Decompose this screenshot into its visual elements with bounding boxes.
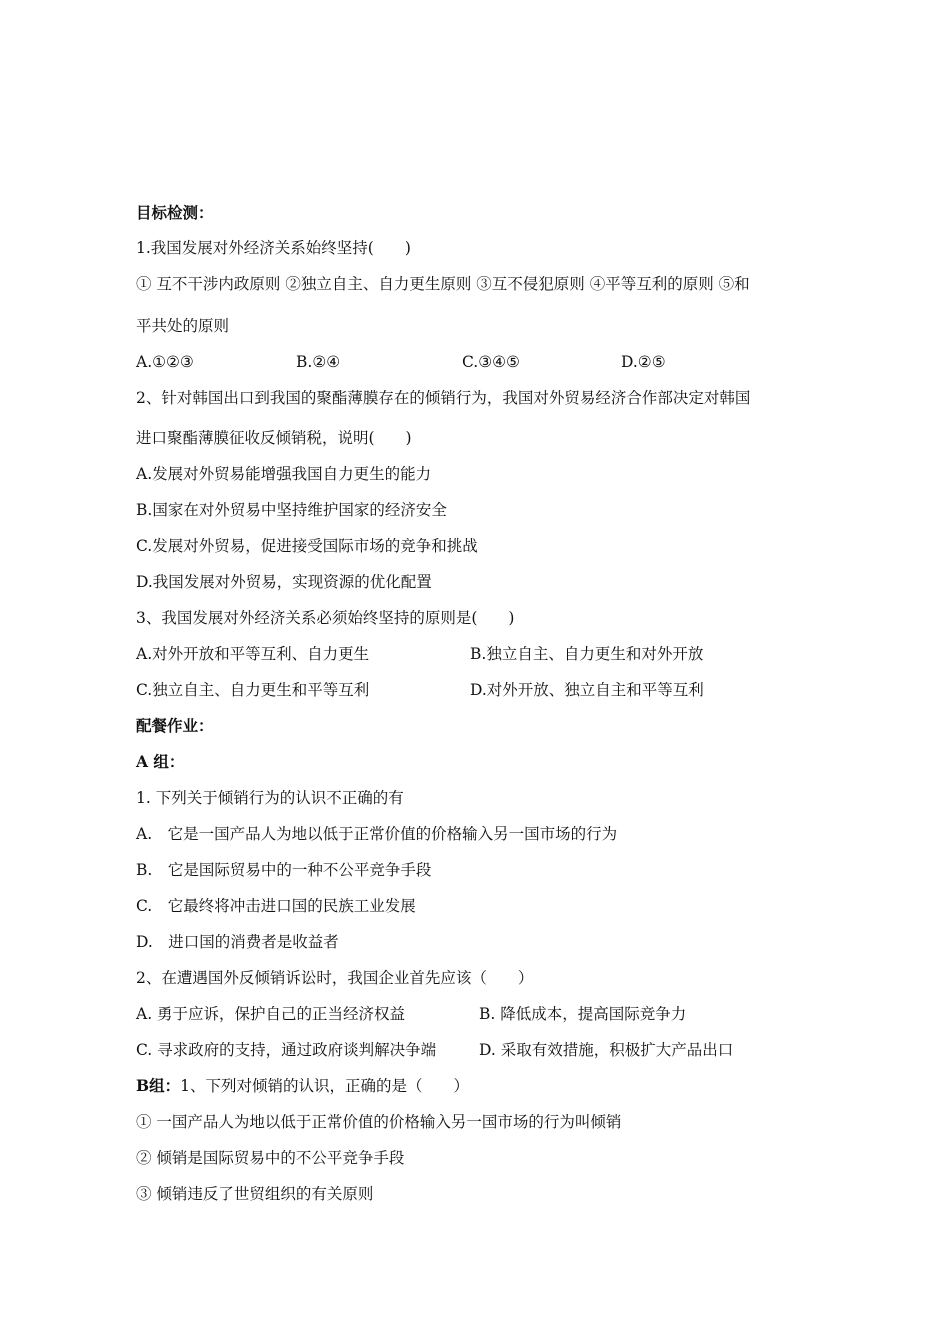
q2-stem-line2: 进口聚酯薄膜征收反倾销税，说明( ) xyxy=(136,429,412,447)
a2-option-d: D. 采取有效措施，积极扩大产品出口 xyxy=(479,1041,734,1059)
q3-option-a: A.对外开放和平等互利、自力更生 xyxy=(136,645,370,663)
b1-item-1: ① 一国产品人为地以低于正常价值的价格输入另一国市场的行为叫倾销 xyxy=(136,1113,622,1131)
a1-option-c: C. 它最终将冲击进口国的民族工业发展 xyxy=(136,897,416,915)
q1-option-c: C.③④⑤ xyxy=(462,353,520,371)
b1-item-2: ② 倾销是国际贸易中的不公平竞争手段 xyxy=(136,1149,405,1167)
q1-stem: 1.我国发展对外经济关系始终坚持( ) xyxy=(136,239,411,257)
a2-option-b: B. 降低成本，提高国际竞争力 xyxy=(479,1005,687,1023)
b1-stem: 1、下列对倾销的认识，正确的是（ ） xyxy=(180,1077,469,1095)
section-group-a: A 组： xyxy=(136,752,185,771)
q1-option-d: D.②⑤ xyxy=(621,353,666,371)
q1-items-line2: 平共处的原则 xyxy=(136,317,230,335)
q2-option-c: C.发展对外贸易，促进接受国际市场的竞争和挑战 xyxy=(136,537,478,555)
a1-stem: 1. 下列关于倾销行为的认识不正确的有 xyxy=(136,789,404,807)
b1-row xyxy=(136,1076,469,1096)
a2-option-c: C. 寻求政府的支持，通过政府谈判解决争端 xyxy=(136,1041,437,1059)
section-homework: 配餐作业： xyxy=(136,716,214,735)
q3-option-b: B.独立自主、自力更生和对外开放 xyxy=(470,645,704,663)
q2-option-d: D.我国发展对外贸易，实现资源的优化配置 xyxy=(136,573,432,591)
q2-option-a: A.发展对外贸易能增强我国自力更生的能力 xyxy=(136,465,432,483)
q2-option-b: B.国家在对外贸易中坚持维护国家的经济安全 xyxy=(136,501,447,519)
a1-option-b: B. 它是国际贸易中的一种不公平竞争手段 xyxy=(136,861,432,879)
q3-stem: 3、我国发展对外经济关系必须始终坚持的原则是( ) xyxy=(136,609,515,627)
a2-option-a: A. 勇于应诉，保护自己的正当经济权益 xyxy=(136,1005,406,1023)
q3-option-d: D.对外开放、独立自主和平等互利 xyxy=(470,681,704,699)
q1-items-line1: ① 互不干涉内政原则 ②独立自主、自力更生原则 ③互不侵犯原则 ④平等互利的原则 ⑤和 xyxy=(136,275,750,293)
a1-option-d: D. 进口国的消费者是收益者 xyxy=(136,933,339,951)
section-target-check: 目标检测： xyxy=(136,203,214,222)
a1-option-a: A. 它是一国产品人为地以低于正常价值的价格输入另一国市场的行为 xyxy=(136,825,618,843)
q3-option-c: C.独立自主、自力更生和平等互利 xyxy=(136,681,370,699)
q1-option-a: A.①②③ xyxy=(136,353,194,371)
a2-stem: 2、在遭遇国外反倾销诉讼时，我国企业首先应该（ ） xyxy=(136,969,534,987)
q1-option-b: B.②④ xyxy=(296,353,341,371)
q2-stem-line1: 2、针对韩国出口到我国的聚酯薄膜存在的倾销行为，我国对外贸易经济合作部决定对韩国 xyxy=(136,389,751,407)
section-group-b: B组： xyxy=(136,1076,181,1095)
b1-item-3: ③ 倾销违反了世贸组织的有关原则 xyxy=(136,1185,374,1203)
